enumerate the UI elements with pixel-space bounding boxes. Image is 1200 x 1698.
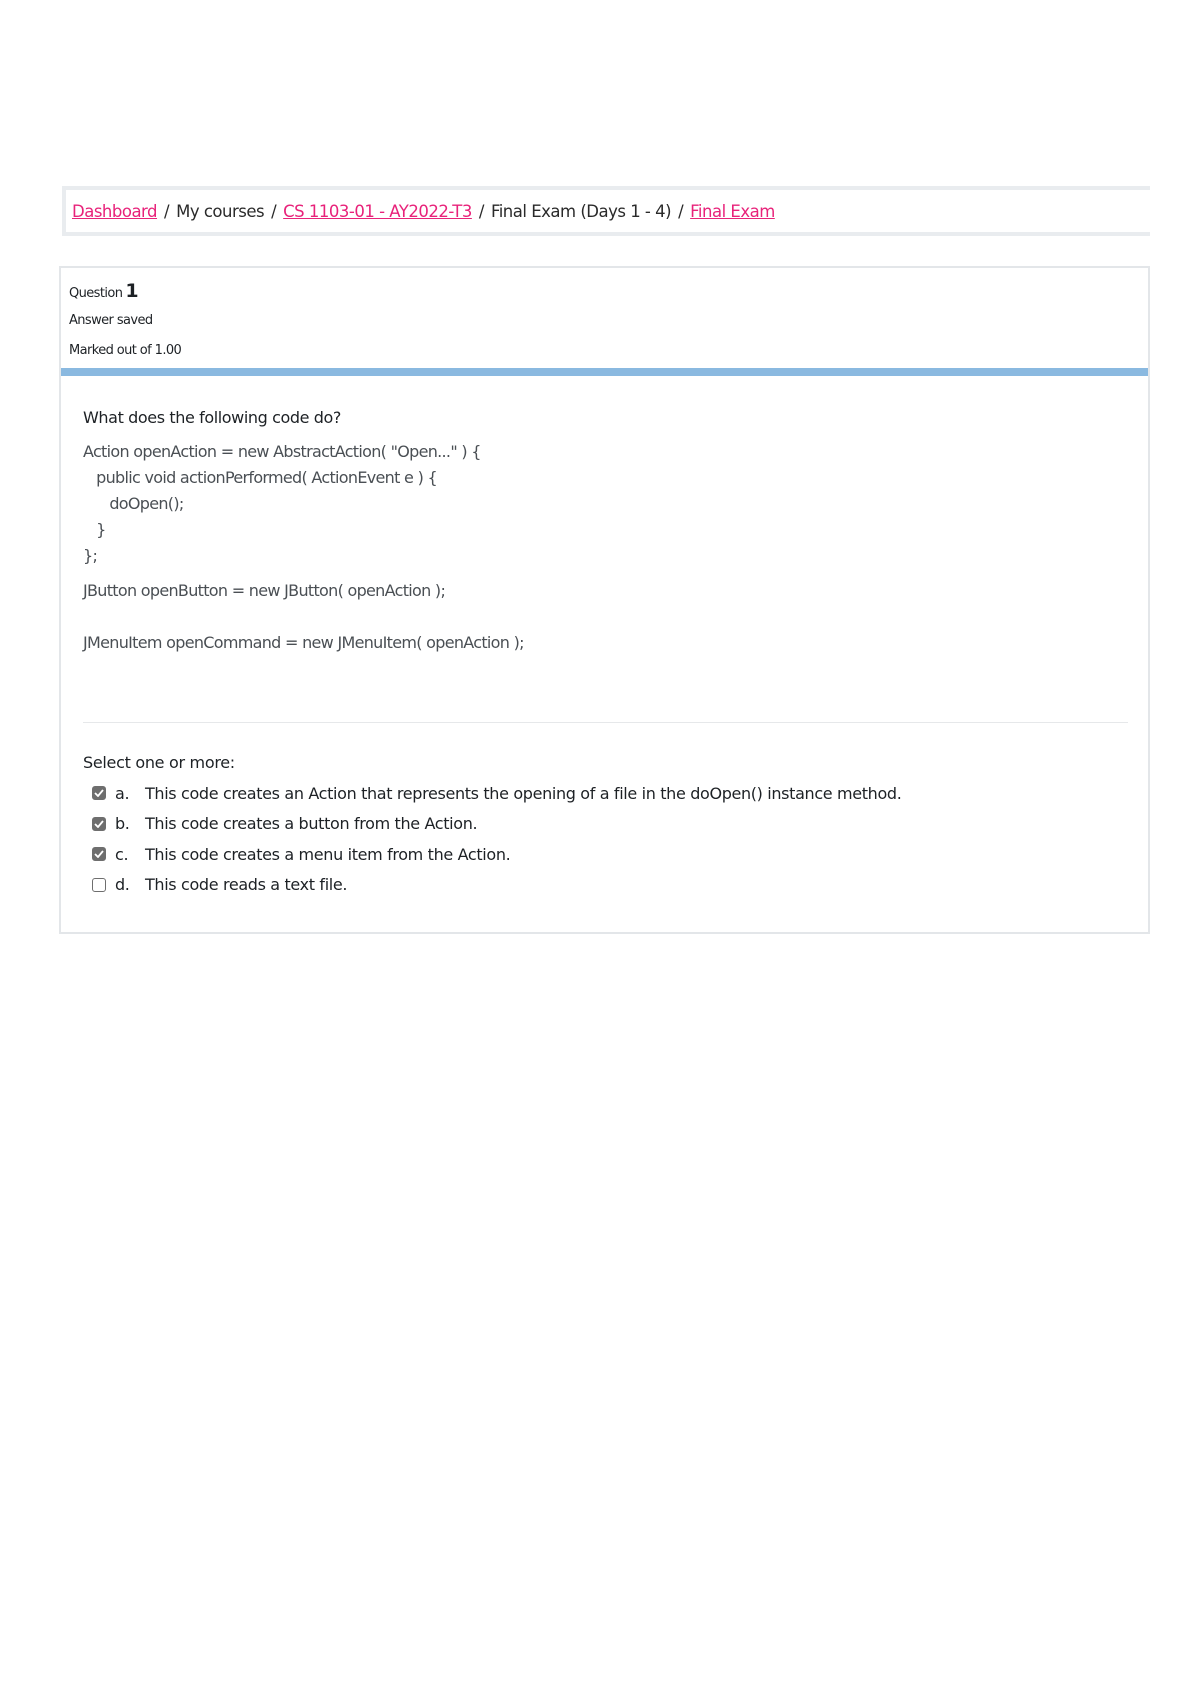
option-text: This code creates a menu item from the Action. [145, 844, 511, 864]
checkmark-icon [94, 850, 104, 858]
divider [83, 722, 1128, 723]
breadcrumb-final-exam-link[interactable]: Final Exam [690, 201, 775, 221]
checkbox[interactable] [92, 817, 106, 831]
question-number-row [69, 276, 181, 306]
checkmark-icon [94, 789, 104, 797]
question-text [83, 408, 1123, 656]
breadcrumb-separator: / [164, 201, 170, 221]
code-line: }; [83, 546, 98, 565]
answer-option-a[interactable] [83, 778, 901, 809]
question-prompt: What does the following code do? [83, 408, 342, 427]
code-line: } [83, 520, 106, 539]
answer-instruction: Select one or more: [83, 753, 235, 772]
question-info [69, 276, 181, 366]
question-state: Answer saved [69, 313, 153, 328]
answer-option-c[interactable] [83, 839, 901, 870]
checkmark-icon [94, 820, 104, 828]
code-line: public void actionPerformed( ActionEvent e ) { [83, 468, 437, 487]
question-card [59, 266, 1150, 934]
question-marks: Marked out of 1.00 [69, 343, 182, 358]
option-text: This code reads a text file. [145, 875, 348, 895]
breadcrumb [62, 186, 1150, 236]
breadcrumb-separator: / [478, 201, 484, 221]
breadcrumb-separator: / [271, 201, 277, 221]
code-line: doOpen(); [83, 494, 184, 513]
breadcrumb-my-courses: My courses [176, 201, 265, 221]
answer-option-d[interactable] [83, 870, 901, 901]
option-letter: c. [115, 844, 129, 864]
option-letter: b. [115, 814, 130, 834]
question-label: Question [69, 286, 123, 301]
breadcrumb-course-link[interactable]: CS 1103-01 - AY2022-T3 [283, 201, 472, 221]
option-text: This code creates an Action that represents the opening of a file in the doOpen() instance method. [145, 783, 902, 803]
breadcrumb-dashboard-link[interactable]: Dashboard [72, 201, 158, 221]
option-text: This code creates a button from the Action. [145, 814, 478, 834]
checkbox[interactable] [92, 847, 106, 861]
code-line: JButton openButton = new JButton( openAction ); [83, 581, 446, 600]
answer-block [83, 748, 901, 900]
code-line: JMenuItem openCommand = new JMenuItem( openAction ); [83, 633, 524, 652]
option-letter: a. [115, 783, 130, 803]
checkbox[interactable] [92, 786, 106, 800]
answer-option-b[interactable] [83, 809, 901, 840]
breadcrumb-separator: / [678, 201, 684, 221]
breadcrumb-section: Final Exam (Days 1 - 4) [490, 201, 672, 221]
code-block [83, 439, 1123, 656]
code-line: Action openAction = new AbstractAction( "Open..." ) { [83, 442, 481, 461]
question-number: 1 [125, 280, 138, 302]
checkbox[interactable] [92, 878, 106, 892]
question-info-bar [61, 368, 1148, 376]
option-letter: d. [115, 875, 130, 895]
